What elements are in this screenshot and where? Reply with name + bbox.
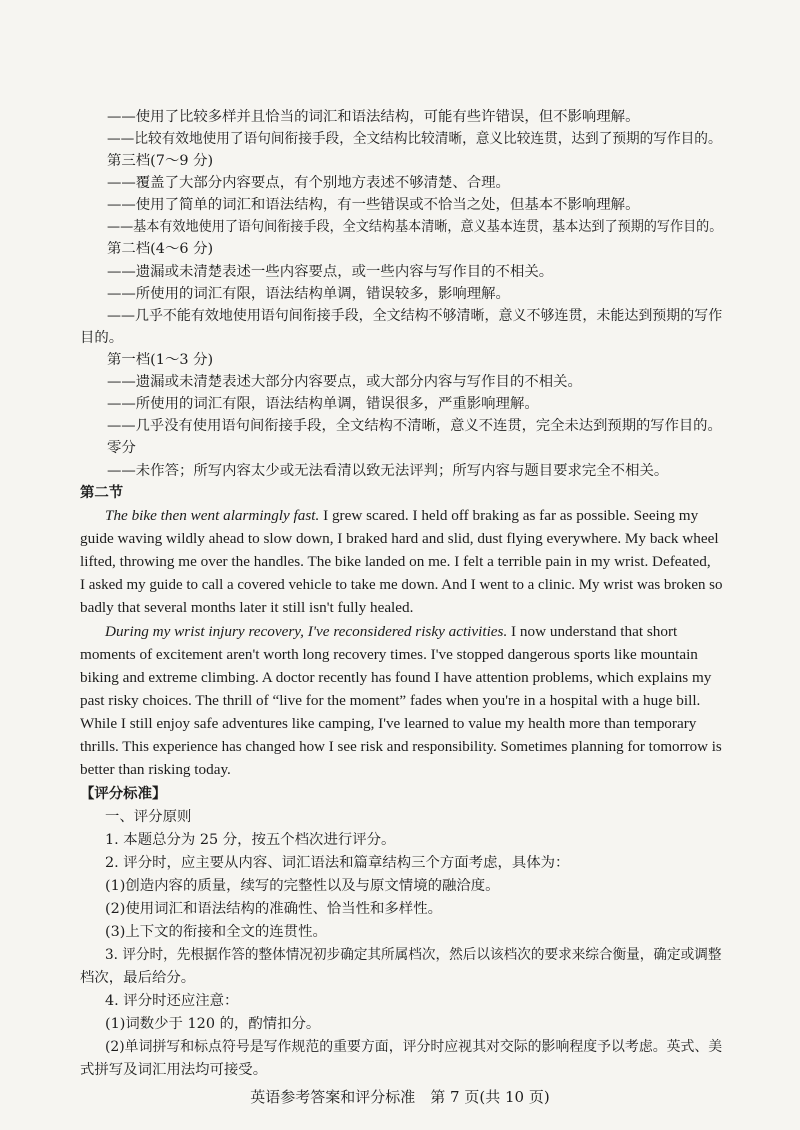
criteria-point-2: 2. 评分时，应主要从内容、词汇语法和篇章结构三个方面考虑，具体为： [105, 855, 570, 871]
band4-item-3: ——比较有效地使用了语句间衔接手段，全文结构比较清晰，意义比较连贯，达到了预期的写作目的。 [107, 131, 722, 147]
criteria-point-2c: (3)上下文的衔接和全文的连贯性。 [105, 924, 327, 940]
band0-heading: 零分 [107, 440, 136, 456]
band2-item-2: ——所使用的词汇有限，语法结构单调，错误较多，影响理解。 [107, 286, 510, 302]
band3-item-2: ——使用了简单的词汇和语法结构，有一些错误或不恰当之处，但基本不影响理解。 [107, 197, 640, 213]
band3-item-1: ——覆盖了大部分内容要点，有个别地方表述不够清楚、合理。 [107, 175, 510, 191]
section2-title: 第二节 [80, 484, 124, 501]
band1-item-1: ——遗漏或未清楚表述大部分内容要点，或大部分内容与写作目的不相关。 [107, 374, 582, 390]
para2-line-1-rest: I now understand that short [507, 623, 678, 640]
para2-line-7: better than risking today. [80, 761, 231, 778]
para2-line-5: While I still enjoy safe adventures like camping, I've learned to value my health more than temporary [80, 715, 697, 732]
band1-heading: 第一档(1～3 分) [107, 352, 214, 368]
band3-item-3: ——基本有效地使用了语句间衔接手段，全文结构基本清晰，意义基本连贯，基本达到了预期的写作目的。 [107, 219, 723, 235]
criteria-title: 【评分标准】 [80, 785, 167, 802]
criteria-point-4b: (2)单词拼写和标点符号是写作规范的重要方面，评分时应视其对交际的影响程度予以考虑。英式、美 [105, 1039, 723, 1055]
para1-lead-sentence: The bike then went alarmingly fast. [105, 507, 320, 524]
para2-line-6: thrills. This experience has changed how I see risk and responsibility. Sometimes planning for tomorrow is [80, 738, 722, 755]
band2-item-3-cont: 目的。 [80, 330, 124, 346]
para1-line-1 [105, 505, 698, 527]
band2-item-1: ——遗漏或未清楚表述一些内容要点，或一些内容与写作目的不相关。 [107, 264, 554, 280]
criteria-point-1: 1. 本题总分为 25 分，按五个档次进行评分。 [105, 832, 396, 848]
band4-item-2: ——使用了比较多样并且恰当的词汇和语法结构，可能有些许错误，但不影响理解。 [107, 109, 640, 125]
criteria-point-2a: (1)创造内容的质量，续写的完整性以及与原文情境的融洽度。 [105, 878, 500, 894]
criteria-point-4a: (1)词数少于 120 的，酌情扣分。 [105, 1016, 321, 1032]
band0-item-1: ——未作答；所写内容太少或无法看清以致无法评判；所写内容与题目要求完全不相关。 [107, 463, 669, 479]
para1-line-5: badly that several months later it still isn't fully healed. [80, 599, 414, 616]
para2-line-4: past risky choices. The thrill of “live for the moment” fades when you're in a hospital with a huge bill. [80, 692, 701, 709]
criteria-principle-heading: 一、评分原则 [105, 809, 192, 825]
para2-line-2: moments of excitement aren't worth long recovery times. I've stopped dangerous sports like mountain [80, 646, 698, 663]
para2-line-3: biking and extreme climbing. A doctor recently has found I have attention problems, which explains my [80, 669, 712, 686]
criteria-point-3: 3. 评分时，先根据作答的整体情况初步确定其所属档次，然后以该档次的要求来综合衡量，确定或调整 [105, 947, 722, 963]
page-footer: 英语参考答案和评分标准 第 7 页(共 10 页) [250, 1088, 550, 1106]
para1-line-3: lifted, throwing me over the handles. The bike landed on me. I felt a terrible pain in my wrist. Defeated, [80, 553, 711, 570]
band1-item-3: ——几乎没有使用语句间衔接手段，全文结构不清晰，意义不连贯，完全未达到预期的写作目的。 [107, 418, 722, 434]
para1-line-2: guide waving wildly ahead to slow down, I braked hard and slid, dust flying everywhere. My back wheel [80, 530, 719, 547]
band3-heading: 第三档(7～9 分) [107, 153, 214, 169]
para1-line-4: I asked my guide to call a covered vehicle to take me down. And I went to a clinic. My wrist was broken so [80, 576, 723, 593]
band2-heading: 第二档(4～6 分) [107, 241, 214, 257]
band2-item-3: ——几乎不能有效地使用语句间衔接手段，全文结构不够清晰，意义不够连贯，未能达到预期的写作 [107, 308, 723, 324]
criteria-point-3-cont: 档次，最后给分。 [80, 970, 196, 986]
criteria-point-4: 4. 评分时还应注意： [105, 993, 239, 1009]
para1-line-1-rest: I grew scared. I held off braking as far as possible. Seeing my [319, 507, 699, 524]
para2-line-1 [105, 621, 677, 643]
para2-lead-sentence: During my wrist injury recovery, I've reconsidered risky activities. [105, 623, 508, 640]
criteria-point-4b-cont: 式拼写及词汇用法均可接受。 [80, 1062, 268, 1078]
criteria-point-2b: (2)使用词汇和语法结构的准确性、恰当性和多样性。 [105, 901, 442, 917]
band1-item-2: ——所使用的词汇有限，语法结构单调，错误很多，严重影响理解。 [107, 396, 539, 412]
